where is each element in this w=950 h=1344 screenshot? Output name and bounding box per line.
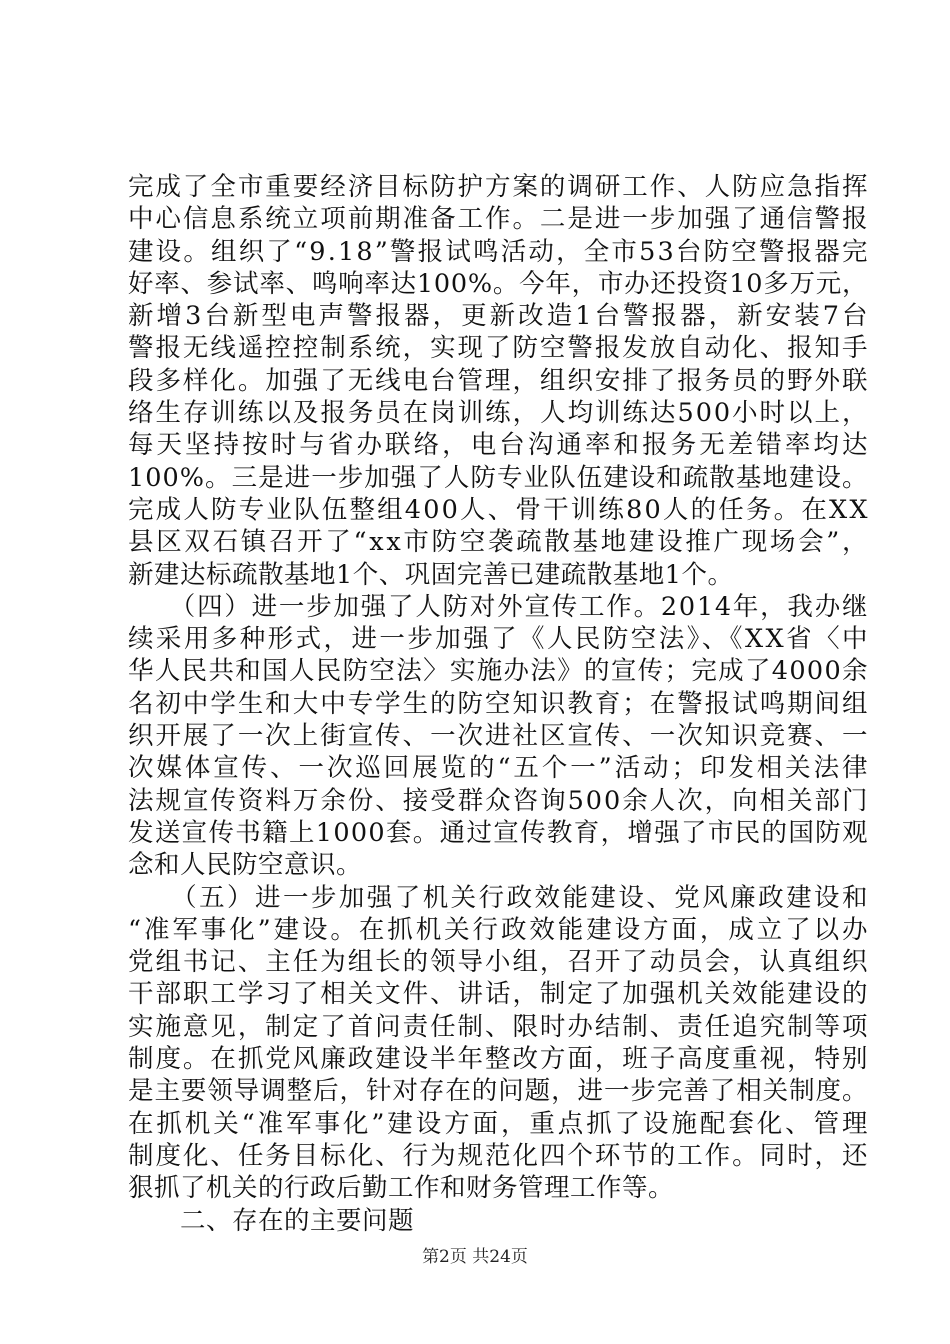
text-line: 法规宣传资料万余份、接受群众咨询500余人次，向相关部门 <box>128 785 870 816</box>
text-line: （五）进一步加强了机关行政效能建设、党风廉政建设和 <box>128 882 870 913</box>
text-line: 二、存在的主要问题 <box>128 1205 415 1236</box>
text-line: 狠抓了机关的行政后勤工作和财务管理工作等。 <box>128 1173 675 1204</box>
text-line: 段多样化。加强了无线电台管理，组织安排了报务员的野外联 <box>128 365 870 396</box>
text-line: 络生存训练以及报务员在岗训练，人均训练达500小时以上， <box>128 398 870 429</box>
text-line: 发送宣传书籍上1000套。通过宣传教育，增强了市民的国防观 <box>128 817 869 848</box>
text-line: （四）进一步加强了人防对外宣传工作。2014年，我办继 <box>128 591 870 622</box>
text-line: 新建达标疏散基地1个、巩固完善已建疏散基地1个。 <box>128 559 734 590</box>
text-line: 好率、参试率、鸣响率达100%。今年，市办还投资10多万元， <box>128 268 869 299</box>
text-line: 完成了全市重要经济目标防护方案的调研工作、人防应急指挥 <box>128 172 870 202</box>
text-line: 建设。组织了“9.18”警报试鸣活动，全市53台防空警报器完 <box>128 236 870 267</box>
text-line: 每天坚持按时与省办联络，电台沟通率和报务无差错率均达 <box>128 430 871 461</box>
text-line: 干部职工学习了相关文件、讲话，制定了加强机关效能建设的 <box>128 979 870 1010</box>
text-line: 次媒体宣传、一次巡回展览的“五个一”活动；印发相关法律 <box>128 753 871 784</box>
text-line: 名初中学生和大中专学生的防空知识教育；在警报试鸣期间组 <box>128 688 870 719</box>
text-line: 续采用多种形式，进一步加强了《人民防空法》、《XX省〈中 <box>128 624 870 655</box>
text-line: 县区双石镇召开了“xx市防空袭疏散基地建设推广现场会”， <box>128 527 871 558</box>
text-line: 党组书记、主任为组长的领导小组，召开了动员会，认真组织 <box>128 947 870 978</box>
body-text <box>128 171 871 1237</box>
text-line: 在抓机关“准军事化”建设方面，重点抓了设施配套化、管理 <box>128 1108 871 1139</box>
text-line: 华人民共和国人民防空法〉实施办法》的宣传；完成了4000余 <box>128 656 869 687</box>
text-line: 念和人民防空意识。 <box>128 850 363 881</box>
text-line: 是主要领导调整后，针对存在的问题，进一步完善了相关制度。 <box>128 1076 869 1107</box>
text-line: “准军事化”建设。在抓机关行政效能建设方面，成立了以办 <box>128 914 871 945</box>
page-footer: 第2页 共24页 <box>422 1247 528 1267</box>
text-line: 警报无线遥控控制系统，实现了防空警报发放自动化、报知手 <box>128 333 870 364</box>
text-line: 制度化、任务目标化、行为规范化四个环节的工作。同时，还 <box>128 1140 870 1171</box>
text-line: 新增3台新型电声警报器，更新改造1台警报器，新安装7台 <box>128 301 871 332</box>
text-line: 制度。在抓党风廉政建设半年整改方面，班子高度重视，特别 <box>128 1044 870 1075</box>
text-line: 实施意见，制定了首问责任制、限时办结制、责任追究制等项 <box>128 1011 870 1042</box>
text-line: 完成人防专业队伍整组400人、骨干训练80人的任务。在XX <box>128 494 870 525</box>
text-line: 100%。三是进一步加强了人防专业队伍建设和疏散基地建设。 <box>128 462 869 493</box>
text-line: 织开展了一次上街宣传、一次进社区宣传、一次知识竞赛、一 <box>128 721 870 752</box>
text-line: 中心信息系统立项前期准备工作。二是进一步加强了通信警报 <box>128 204 870 235</box>
